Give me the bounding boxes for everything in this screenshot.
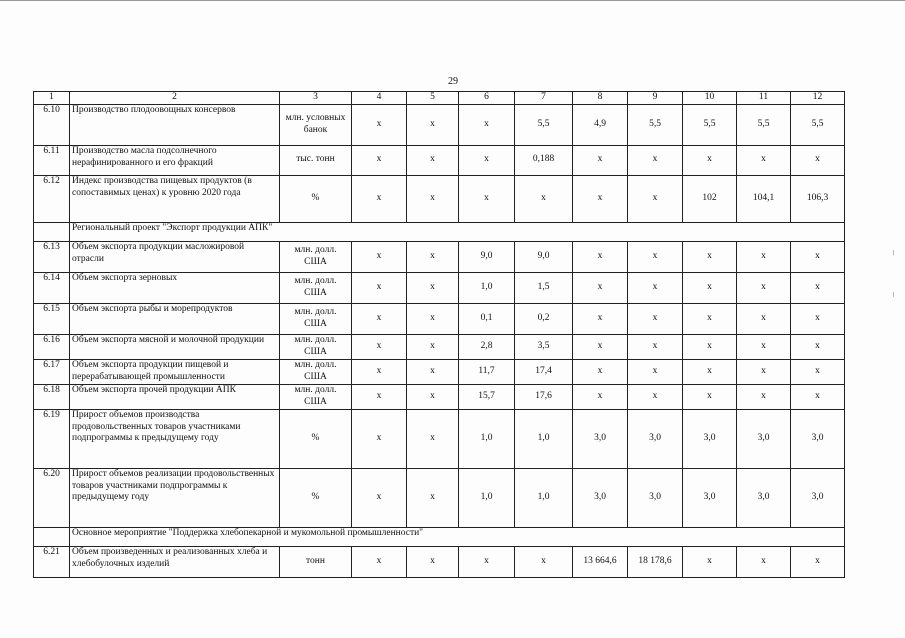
value-cell: x xyxy=(791,359,845,384)
section-title: Основное мероприятие "Поддержка хлебопекарной и мукомольной промышленности" xyxy=(70,527,845,546)
unit-cell: % xyxy=(280,175,352,222)
row-number: 6.21 xyxy=(34,546,70,577)
indicator-name: Производство масла подсолнечного нерафинированного и его фракций xyxy=(70,145,280,175)
value-cell: 3,0 xyxy=(628,409,683,468)
value-cell: 3,5 xyxy=(515,334,573,359)
value-cell: x xyxy=(515,175,573,222)
value-cell: x xyxy=(791,241,845,272)
value-cell: x xyxy=(352,468,407,527)
unit-cell: % xyxy=(280,409,352,468)
value-cell: x xyxy=(352,175,407,222)
value-cell: x xyxy=(459,104,515,145)
value-cell: 3,0 xyxy=(683,409,737,468)
value-cell: x xyxy=(573,145,628,175)
unit-cell: млн. долл. США xyxy=(280,241,352,272)
value-cell: x xyxy=(683,272,737,303)
value-cell: 15,7 xyxy=(459,384,515,409)
value-cell: x xyxy=(573,272,628,303)
value-cell: x xyxy=(407,303,459,334)
value-cell: 3,0 xyxy=(683,468,737,527)
column-header: 12 xyxy=(791,92,845,105)
value-cell: x xyxy=(683,359,737,384)
table-body xyxy=(34,104,845,577)
value-cell: x xyxy=(737,272,791,303)
value-cell: x xyxy=(459,145,515,175)
value-cell: x xyxy=(791,546,845,577)
value-cell: 1,0 xyxy=(515,468,573,527)
indicator-name: Прирост объемов производства продовольственных товаров участниками подпрограммы к предыдущему году xyxy=(70,409,280,468)
value-cell: x xyxy=(352,409,407,468)
row-number: 6.13 xyxy=(34,241,70,272)
value-cell: 5,5 xyxy=(737,104,791,145)
table-row xyxy=(34,468,845,527)
table-row xyxy=(34,175,845,222)
value-cell: x xyxy=(628,145,683,175)
value-cell: 13 664,6 xyxy=(573,546,628,577)
row-number: 6.14 xyxy=(34,272,70,303)
column-header: 10 xyxy=(683,92,737,105)
column-header: 6 xyxy=(459,92,515,105)
page-top-edge xyxy=(0,0,905,1)
value-cell: x xyxy=(791,145,845,175)
value-cell: x xyxy=(737,359,791,384)
column-header: 9 xyxy=(628,92,683,105)
table-row xyxy=(34,359,845,384)
value-cell: x xyxy=(628,334,683,359)
value-cell: 9,0 xyxy=(459,241,515,272)
value-cell: x xyxy=(628,241,683,272)
value-cell: x xyxy=(352,241,407,272)
table-row xyxy=(34,145,845,175)
column-header: 8 xyxy=(573,92,628,105)
value-cell: x xyxy=(515,546,573,577)
value-cell: x xyxy=(683,303,737,334)
value-cell: x xyxy=(407,546,459,577)
value-cell: x xyxy=(791,334,845,359)
unit-cell: % xyxy=(280,468,352,527)
section-number-cell xyxy=(34,222,70,241)
table-row xyxy=(34,303,845,334)
value-cell: x xyxy=(407,241,459,272)
table-row xyxy=(34,104,845,145)
indicator-name: Индекс производства пищевых продуктов (в сопоставимых ценах) к уровню 2020 года xyxy=(70,175,280,222)
value-cell: x xyxy=(791,384,845,409)
section-row xyxy=(34,222,845,241)
value-cell: 5,5 xyxy=(628,104,683,145)
indicator-name: Объем экспорта зерновых xyxy=(70,272,280,303)
value-cell: x xyxy=(407,272,459,303)
value-cell: x xyxy=(683,334,737,359)
unit-cell: млн. долл. США xyxy=(280,303,352,334)
value-cell: x xyxy=(459,175,515,222)
value-cell: x xyxy=(352,384,407,409)
column-header: 7 xyxy=(515,92,573,105)
value-cell: 5,5 xyxy=(791,104,845,145)
section-title: Региональный проект "Экспорт продукции АПК" xyxy=(70,222,845,241)
value-cell: 5,5 xyxy=(515,104,573,145)
value-cell: 1,5 xyxy=(515,272,573,303)
value-cell: x xyxy=(352,546,407,577)
value-cell: x xyxy=(407,409,459,468)
value-cell: x xyxy=(352,334,407,359)
header-row xyxy=(34,92,845,105)
row-number: 6.15 xyxy=(34,303,70,334)
column-header: 1 xyxy=(34,92,70,105)
section-number-cell xyxy=(34,527,70,546)
column-header: 4 xyxy=(352,92,407,105)
row-number: 6.10 xyxy=(34,104,70,145)
value-cell: 3,0 xyxy=(573,468,628,527)
value-cell: x xyxy=(683,546,737,577)
value-cell: 102 xyxy=(683,175,737,222)
value-cell: x xyxy=(628,384,683,409)
value-cell: 1,0 xyxy=(515,409,573,468)
unit-cell: млн. условных банок xyxy=(280,104,352,145)
value-cell: x xyxy=(407,468,459,527)
value-cell: x xyxy=(628,359,683,384)
indicators-table xyxy=(33,91,845,578)
value-cell: x xyxy=(737,334,791,359)
value-cell: 17,4 xyxy=(515,359,573,384)
indicator-name: Объем экспорта прочей продукции АПК xyxy=(70,384,280,409)
value-cell: x xyxy=(407,145,459,175)
row-number: 6.18 xyxy=(34,384,70,409)
value-cell: x xyxy=(573,359,628,384)
value-cell: 1,0 xyxy=(459,468,515,527)
value-cell: x xyxy=(407,384,459,409)
value-cell: 5,5 xyxy=(683,104,737,145)
value-cell: 0,1 xyxy=(459,303,515,334)
indicator-name: Объем экспорта мясной и молочной продукции xyxy=(70,334,280,359)
value-cell: x xyxy=(628,175,683,222)
value-cell: x xyxy=(683,241,737,272)
table-row xyxy=(34,409,845,468)
value-cell: 0,2 xyxy=(515,303,573,334)
margin-mark xyxy=(893,250,894,255)
row-number: 6.20 xyxy=(34,468,70,527)
indicator-name: Объем экспорта продукции масложировой отрасли xyxy=(70,241,280,272)
value-cell: 4,9 xyxy=(573,104,628,145)
row-number: 6.17 xyxy=(34,359,70,384)
value-cell: 3,0 xyxy=(737,409,791,468)
value-cell: x xyxy=(737,241,791,272)
value-cell: 3,0 xyxy=(791,468,845,527)
row-number: 6.12 xyxy=(34,175,70,222)
indicator-name: Объем произведенных и реализованных хлеба и хлебобулочных изделий xyxy=(70,546,280,577)
value-cell: x xyxy=(791,272,845,303)
indicator-name: Объем экспорта рыбы и морепродуктов xyxy=(70,303,280,334)
value-cell: 104,1 xyxy=(737,175,791,222)
column-header: 2 xyxy=(70,92,280,105)
unit-cell: тонн xyxy=(280,546,352,577)
value-cell: 3,0 xyxy=(737,468,791,527)
value-cell: x xyxy=(573,303,628,334)
value-cell: 18 178,6 xyxy=(628,546,683,577)
value-cell: x xyxy=(573,175,628,222)
value-cell: x xyxy=(459,546,515,577)
value-cell: x xyxy=(573,241,628,272)
value-cell: 17,6 xyxy=(515,384,573,409)
value-cell: 0,188 xyxy=(515,145,573,175)
value-cell: x xyxy=(737,546,791,577)
value-cell: x xyxy=(628,272,683,303)
table-row xyxy=(34,334,845,359)
column-header: 11 xyxy=(737,92,791,105)
row-number: 6.16 xyxy=(34,334,70,359)
value-cell: 1,0 xyxy=(459,272,515,303)
value-cell: x xyxy=(683,384,737,409)
value-cell: 3,0 xyxy=(573,409,628,468)
value-cell: x xyxy=(352,272,407,303)
value-cell: x xyxy=(737,145,791,175)
value-cell: x xyxy=(683,145,737,175)
section-row xyxy=(34,527,845,546)
row-number: 6.19 xyxy=(34,409,70,468)
value-cell: x xyxy=(407,359,459,384)
value-cell: x xyxy=(352,359,407,384)
unit-cell: млн. долл. США xyxy=(280,334,352,359)
value-cell: x xyxy=(573,334,628,359)
value-cell: x xyxy=(791,303,845,334)
indicator-name: Производство плодоовощных консервов xyxy=(70,104,280,145)
value-cell: 3,0 xyxy=(791,409,845,468)
value-cell: x xyxy=(352,303,407,334)
row-number: 6.11 xyxy=(34,145,70,175)
unit-cell: млн. долл. США xyxy=(280,384,352,409)
table-row xyxy=(34,241,845,272)
margin-mark xyxy=(893,292,894,297)
indicator-name: Прирост объемов реализации продовольственных товаров участниками подпрограммы к предыдущему году xyxy=(70,468,280,527)
table-row xyxy=(34,272,845,303)
value-cell: 11,7 xyxy=(459,359,515,384)
indicator-name: Объем экспорта продукции пищевой и перерабатывающей промышленности xyxy=(70,359,280,384)
value-cell: x xyxy=(737,384,791,409)
value-cell: 106,3 xyxy=(791,175,845,222)
value-cell: x xyxy=(407,334,459,359)
column-header: 3 xyxy=(280,92,352,105)
value-cell: 9,0 xyxy=(515,241,573,272)
value-cell: x xyxy=(407,104,459,145)
value-cell: x xyxy=(628,303,683,334)
column-header: 5 xyxy=(407,92,459,105)
page-number: 29 xyxy=(448,76,458,87)
table-row xyxy=(34,546,845,577)
value-cell: 1,0 xyxy=(459,409,515,468)
table-row xyxy=(34,384,845,409)
unit-cell: тыс. тонн xyxy=(280,145,352,175)
value-cell: x xyxy=(737,303,791,334)
value-cell: x xyxy=(352,104,407,145)
value-cell: x xyxy=(407,175,459,222)
unit-cell: млн. долл. США xyxy=(280,272,352,303)
value-cell: 2,8 xyxy=(459,334,515,359)
unit-cell: млн. долл. США xyxy=(280,359,352,384)
value-cell: x xyxy=(352,145,407,175)
value-cell: 3,0 xyxy=(628,468,683,527)
value-cell: x xyxy=(573,384,628,409)
